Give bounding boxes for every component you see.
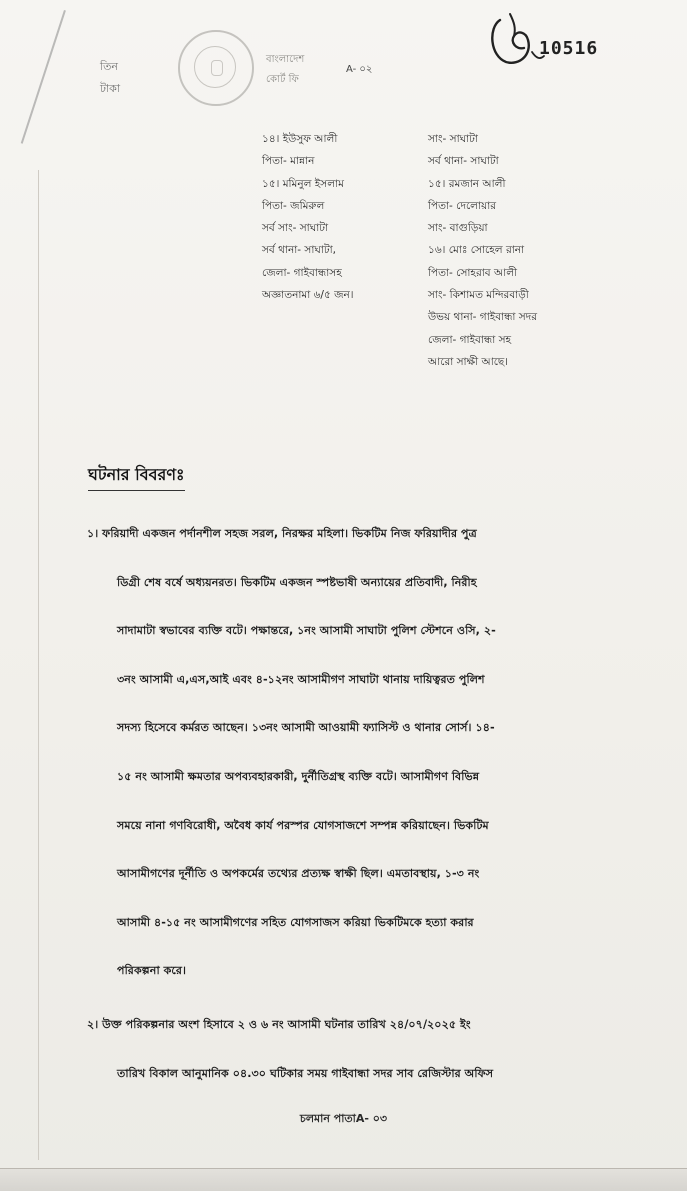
corner-handwritten-note	[100, 56, 148, 100]
witness-line: সাং- বাগুড়িয়া	[428, 222, 488, 235]
page-bottom-shadow	[0, 1168, 687, 1191]
fold-crease	[21, 10, 66, 144]
witness-line: জেলা- গাইবান্ধাসহ	[262, 266, 342, 279]
witness-line: ১৫। রমজান আলী	[428, 177, 506, 190]
witness-line: সর্ব থানা- সাঘাটা,	[262, 244, 337, 257]
witness-list-left	[262, 128, 354, 306]
paragraph-2	[87, 1014, 607, 1111]
witness-line: সাং- সাঘাটা	[428, 133, 478, 145]
witness-line: সর্ব থানা- সাঘাটা	[428, 155, 499, 168]
document-serial-number: 10516	[539, 38, 599, 59]
witness-line: উভয় থানা- গাইবান্ধা সদর	[428, 311, 538, 324]
paragraph-1	[87, 523, 607, 1009]
witness-line: ১৫। মমিনুল ইসলাম	[262, 177, 344, 190]
witness-line: পিতা- সোহরাব আলী	[428, 266, 518, 279]
corner-note-line: টাকা	[100, 82, 121, 95]
court-fee-stamp-text	[266, 50, 348, 90]
paragraph-line: ৩নং আসামী এ,এস,আই এবং ৪-১২নং আসামীগণ সাঘাটা থানায় দায়িত্বরত পুলিশ	[117, 672, 485, 686]
paragraph-line: ডিগ্রী শেষ বর্ষে অধ্যয়নরত। ভিকটিম একজন স্পষ্টভাষী অন্যায়ের প্রতিবাদী, নিরীহ	[117, 575, 477, 589]
witness-line: পিতা- জমিরুল	[262, 199, 325, 212]
paragraph-line: ১। ফরিয়াদী একজন পর্দানশীল সহজ সরল, নিরক্ষর মহিলা। ভিকটিম নিজ ফরিয়াদীর পুত্র	[87, 527, 477, 540]
corner-note-line: তিন	[100, 60, 118, 73]
paragraph-line: আসামী ৪-১৫ নং আসামীগণের সহিত যোগসাজস করিয়া ভিকটিমকে হত্যা করার	[117, 915, 474, 929]
paper-edge-line	[38, 170, 39, 1160]
witness-line: আরো সাক্ষী আছে।	[428, 355, 509, 368]
witness-line: ১৬। মোঃ সোহেল রানা	[428, 244, 525, 257]
paragraph-line: সদস্য হিসেবে কর্মরত আছেন। ১৩নং আসামী আওয়ামী ফ্যাসিস্ট ও থানার সোর্স। ১৪-	[117, 721, 495, 735]
continued-page-footer: চলমান পাতাA- ০৩	[299, 1112, 388, 1125]
section-heading-incident-details: ঘটনার বিবরণঃ	[88, 462, 185, 491]
witness-line: সর্ব সাং- সাঘাটা	[262, 222, 329, 235]
seal-emblem	[211, 60, 223, 76]
witness-line: পিতা- দেলোয়ার	[428, 199, 497, 212]
paragraph-line: আসামীগণের দূর্নীতি ও অপকর্মের তথ্যের প্রত্যক্ষ স্বাক্ষী ছিল। এমতাবস্থায়, ১-৩ নং	[117, 867, 480, 881]
witness-line: সাং- কিশামত মন্দিরবাড়ী	[428, 289, 529, 302]
witness-list-right	[428, 128, 537, 373]
court-fee-seal-icon	[178, 30, 254, 106]
witness-line: পিতা- মান্নান	[262, 155, 315, 168]
paragraph-line: সময়ে নানা গণবিরোধী, অবৈধ কার্য পরস্পর যোগসাজশে সম্পন্ন করিয়াছেন। ভিকটিম	[117, 818, 489, 832]
witness-line: জেলা- গাইবান্ধা সহ	[428, 333, 512, 346]
paragraph-line: তারিখ বিকাল আনুমানিক ০৪.৩০ ঘটিকার সময় গাইবান্ধা সদর সাব রেজিস্টার অফিস	[117, 1066, 494, 1080]
stamp-line: কোর্ট ফি	[266, 74, 299, 85]
witness-line: ১৪। ইউসুফ আলী	[262, 133, 338, 145]
stamp-line: বাংলাদেশ	[266, 54, 305, 65]
paragraph-line: সাদামাটা স্বভাবের ব্যক্তি বটে। পক্ষান্তরে, ১নং আসামী সাঘাটা পুলিশ স্টেশনে ওসি, ২-	[117, 624, 496, 638]
paragraph-line: ১৫ নং আসামী ক্ষমতার অপব্যবহারকারী, দুর্নীতিগ্রস্থ ব্যক্তি বটে। আসামীগণ বিভিন্ন	[117, 769, 480, 783]
paragraph-line: পরিকল্পনা করে।	[117, 964, 187, 978]
paragraph-line: ২। উক্ত পরিকল্পনার অংশ হিসাবে ২ ও ৬ নং আসামী ঘটনার তারিখ ২৪/০৭/২০২৫ ইং	[87, 1018, 471, 1031]
stamp-page-code: A- ০২	[346, 64, 373, 75]
witness-line: অজ্ঞাতনামা ৬/৫ জন।	[262, 289, 354, 302]
